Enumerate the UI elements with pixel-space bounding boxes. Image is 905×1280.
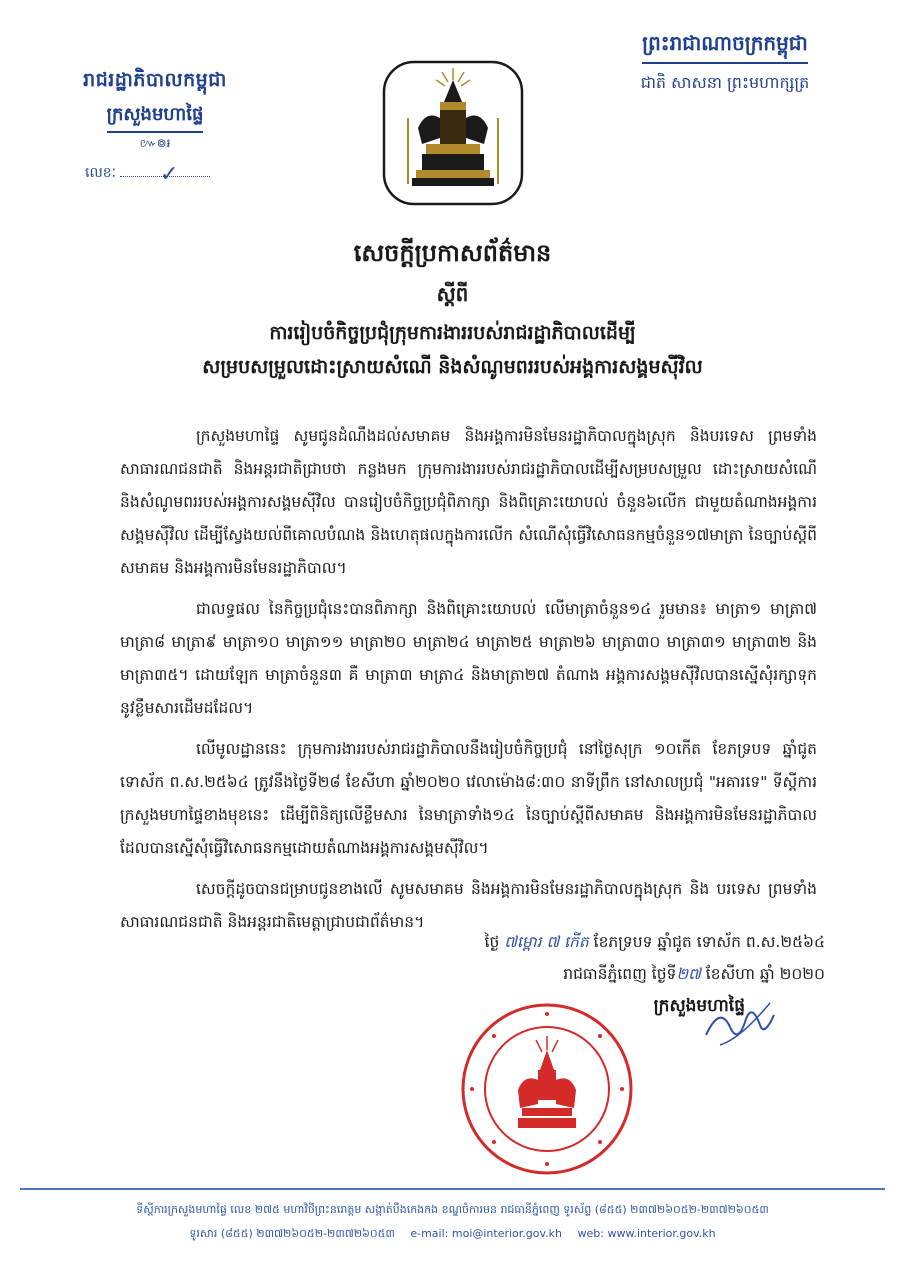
- footer-email[interactable]: e-mail: moi@interior.gov.kh: [410, 1227, 563, 1240]
- body-paragraph-2: ជាលទ្ធផល នៃកិច្ចប្រជុំនេះបានពិភាក្សា និងពិគ្រោះយោបល់ លើមាត្រាចំនួន១៤ រួមមាន៖ មាត្រា១ មាត្រា៧ មាត្រា៨ មាត្រា៩ មាត្រា១០ មាត្រា១១ មាត្រា២០ មាត្រា២៤ មាត្រា២៥ មាត្រា២៦ មាត្រា៣០ មាត្រា៣១ មាត្រា៣២ និងមាត្រា៣៥។ ដោយឡែក មាត្រាចំនួន៣ គឺ មាត្រា៣ មាត្រា៤ និងមាត្រា២៧ តំណាង អង្គការសង្គមស៊ីវិលបានស្នើសុំរក្សាទុកនូវខ្លឹមសារដើមដដែល។: [120, 600, 817, 717]
- footer-fax: ទូរសារ (៨៥៥) ២៣៧២៦០៥២-២៣៧២៦០៥៣: [189, 1227, 395, 1240]
- body-paragraph-1: ក្រសួងមហាផ្ទៃ សូមជូនដំណឹងដល់សមាគម និងអង្គការមិនមែនរដ្ឋាភិបាលក្នុងស្រុក និងបរទេស ព្រមទាំងសាធារណជនជាតិ និងអន្តរជាតិជ្រាបថា កន្លងមក ក្រុមការងាររបស់រាជរដ្ឋាភិបាលដើម្បីសម្របសម្រួល ដោះស្រាយសំណើ និងសំណូមពររបស់អង្គការសង្គមស៊ីវិល បានរៀបចំកិច្ចប្រជុំពិភាក្សា និងពិគ្រោះយោបល់ ចំនួន៦លើក ជាមួយតំណាងអង្គការសង្គមស៊ីវិល ដើម្បីស្វែងយល់ពីគោលបំណង និងហេតុផលក្នុងការលើក សំណើសុំធ្វើវិសោធនកម្មចំនួន១៧មាត្រា នៃច្បាប់ស្តីពីសមាគម និងអង្គការមិនមែនរដ្ឋាភិបាល។: [120, 427, 817, 577]
- kingdom-name: ព្រះរាជាណាចក្រកម្ពុជា: [642, 30, 808, 64]
- document-body: [120, 420, 817, 947]
- reference-dots: [120, 162, 210, 187]
- handwritten-signature-icon: [700, 995, 780, 1055]
- day-handwritten: ២៧: [676, 965, 701, 983]
- place-prefix: រាជធានីភ្នំពេញ ថ្ងៃទី: [563, 965, 677, 983]
- national-motto: ជាតិ សាសនា ព្រះមហាក្សត្រ: [640, 73, 810, 92]
- month-year: ខែសីហា ឆ្នាំ ២០២០: [705, 965, 825, 983]
- government-name: រាជរដ្ឋាភិបាលកម្ពុជា: [83, 69, 227, 91]
- signing-office: ក្រសួងមហាផ្ទៃ: [653, 996, 745, 1016]
- ministry-header: [55, 68, 255, 187]
- royal-emblem-icon: [378, 58, 528, 208]
- official-seal-icon: [458, 1000, 636, 1178]
- reference-number: [55, 162, 255, 187]
- body-paragraph-4: សេចក្តីដូចបានជម្រាបជូនខាងលើ សូមសមាគម និងអង្គការមិនមែនរដ្ឋាភិបាលក្នុងស្រុក និង បរទេស ព្រមទាំងសាធារណជនជាតិ និងអន្តរជាតិមេត្តាជ្រាបជាព័ត៌មាន។: [120, 880, 817, 931]
- body-paragraph-3: លើមូលដ្ឋាននេះ ក្រុមការងាររបស់រាជរដ្ឋាភិបាលនឹងរៀបចំកិច្ចប្រជុំ នៅថ្ងៃសុក្រ ១០កើត ខែភទ្របទ ឆ្នាំជូត ទោស័ក ព.ស.២៥៦៤ ត្រូវនឹងថ្ងៃទី២៨ ខែសីហា ឆ្នាំ២០២០ វេលាម៉ោង៨:៣០ នាទីព្រឹក នៅសាលប្រជុំ "អគារទេ" ទីស្តីការក្រសួងមហាផ្ទៃខាងមុខនេះ ដើម្បីពិនិត្យលើខ្លឹមសារ នៃមាត្រាទាំង១៤ នៃច្បាប់ស្តីពីសមាគម និងអង្គការមិនមែនរដ្ឋាភិបាល ដែលបានស្នើសុំធ្វើវិសោធនកម្មដោយតំណាងអង្គការសង្គមស៊ីវិល។: [120, 740, 817, 857]
- lunar-date-line: [345, 926, 825, 958]
- reference-label: លេខៈ: [85, 165, 116, 181]
- header-ornament: ៚៙៛: [139, 136, 171, 150]
- ministry-name: ក្រសួងមហាផ្ទៃ: [107, 102, 204, 133]
- title-subject-1: ការរៀបចំកិច្ចប្រជុំក្រុមការងាររបស់រាជរដ្ឋាភិបាលដើម្បី: [269, 322, 636, 344]
- title-main: សេចក្តីប្រកាសព័ត៌មាន: [353, 239, 552, 267]
- document-title: [0, 238, 905, 383]
- date-prefix: ថ្ងៃ: [484, 933, 500, 951]
- footer-web[interactable]: web: www.interior.gov.kh: [577, 1227, 716, 1240]
- kingdom-header: [605, 30, 845, 96]
- place-date-line: [345, 958, 825, 990]
- footer-address: ទីស្តីការក្រសួងមហាផ្ទៃ លេខ ២៧៥ មហាវិថីព្រះនរោត្តម សង្កាត់បឹងកេងកង ខណ្ឌចំការមន រាជធានីភ្នំពេញ ទូរស័ព្ទ (៨៥៥) ២៣៧២៦០៥២-២៣៧២៦០៥៣: [136, 1203, 769, 1216]
- title-about: ស្តីពី: [436, 282, 469, 306]
- footer-contacts: [20, 1222, 885, 1246]
- lunar-day-handwritten: ៧ម្ពោរ ៧ កើត: [504, 933, 589, 951]
- lunar-date-rest: ខែភទ្របទ ឆ្នាំជូត ទោស័ក ព.ស.២៥៦៤: [593, 933, 825, 951]
- reference-tick: ✓: [159, 162, 179, 187]
- document-footer: [20, 1188, 885, 1246]
- title-subject-2: សម្របសម្រួលដោះស្រាយសំណើ និងសំណូមពររបស់អង្គការសង្គមស៊ីវិល: [202, 356, 703, 378]
